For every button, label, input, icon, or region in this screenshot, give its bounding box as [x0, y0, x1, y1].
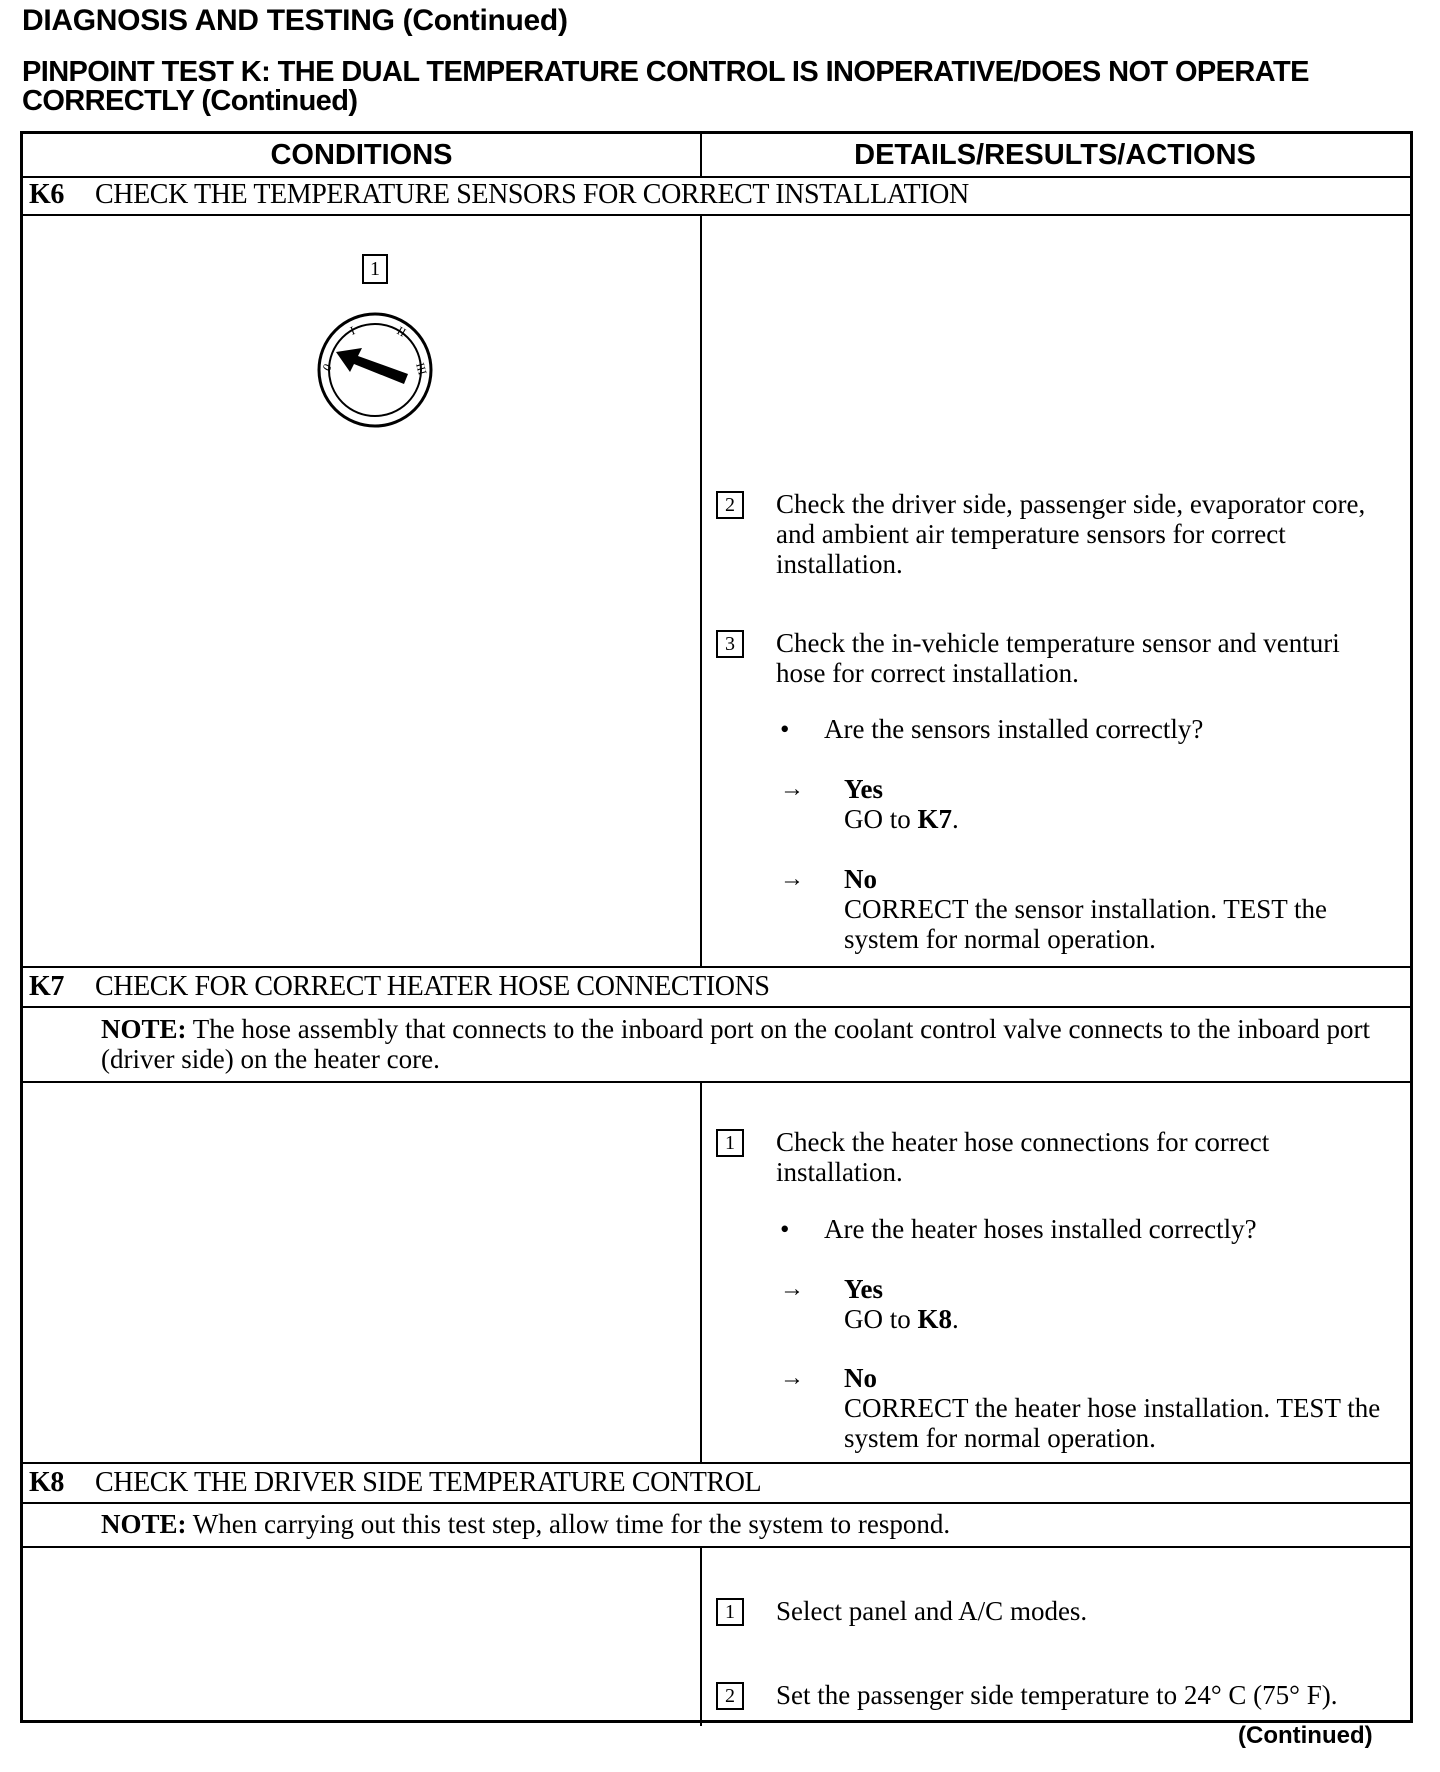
- k6-step-2: [716, 489, 1396, 579]
- step-k8-id: K8: [29, 1467, 64, 1498]
- column-divider: [700, 214, 702, 966]
- result-no-label: No: [844, 1363, 877, 1393]
- k6-result-no: [716, 864, 1396, 954]
- table-divider: [23, 1462, 1410, 1464]
- result-yes-prefix: GO to: [844, 1304, 911, 1334]
- k6-step-3-text: Check the in-vehicle temperature sensor and venturi hose for correct installation.: [776, 628, 1340, 688]
- dial-mark-1: I: [348, 323, 357, 338]
- dial-mark-0: 0: [319, 361, 335, 374]
- dial-mark-2: II: [394, 323, 409, 340]
- page-title: DIAGNOSIS AND TESTING (Continued): [22, 4, 568, 37]
- pinpoint-test-title-line2: CORRECTLY (Continued): [22, 85, 358, 117]
- arrow-right-icon: →: [780, 776, 804, 802]
- k8-step-1: [716, 1596, 1396, 1626]
- k8-step-1-text: Select panel and A/C modes.: [776, 1596, 1088, 1626]
- result-yes-target: K8: [917, 1304, 953, 1334]
- step-number-box: 1: [716, 1598, 744, 1626]
- k8-step-2-text: Set the passenger side temperature to 24° C (75° F).: [776, 1680, 1338, 1710]
- k7-step-1: [716, 1127, 1396, 1187]
- step-k8-header: [29, 1465, 761, 1501]
- step-k7-header: [29, 969, 770, 1005]
- k7-note: [101, 1014, 1391, 1074]
- bullet-icon: •: [780, 1214, 790, 1244]
- note-label: NOTE:: [101, 1014, 187, 1044]
- bullet-icon: •: [780, 714, 790, 744]
- step-k6-id: K6: [29, 179, 64, 210]
- k8-step-2: [716, 1680, 1396, 1710]
- k7-question: [716, 1214, 1396, 1244]
- k7-result-no: [716, 1363, 1396, 1453]
- table-divider: [23, 1546, 1410, 1548]
- pinpoint-test-title-line1: PINPOINT TEST K: THE DUAL TEMPERATURE CONTROL IS INOPERATIVE/DOES NOT OPERATE: [22, 56, 1309, 88]
- k6-question-text: Are the sensors installed correctly?: [824, 714, 1204, 744]
- step-number-box: 3: [716, 630, 744, 658]
- continued-footer: (Continued): [1238, 1722, 1373, 1749]
- k6-result-yes: [716, 774, 1396, 834]
- k8-note: [101, 1509, 1391, 1539]
- k7-note-text: The hose assembly that connects to the inboard port on the coolant control valve connects to the inboard port (driver side) on the heater core.: [101, 1014, 1370, 1074]
- k8-note-text: When carrying out this test step, allow time for the system to respond.: [192, 1509, 951, 1539]
- k7-step-1-text: Check the heater hose connections for correct installation.: [776, 1127, 1270, 1187]
- k6-step-2-text: Check the driver side, passenger side, evaporator core, and ambient air temperature sensors for correct installation.: [776, 489, 1366, 579]
- step-k7-title: CHECK FOR CORRECT HEATER HOSE CONNECTIONS: [95, 971, 770, 1002]
- result-no-label: No: [844, 864, 877, 894]
- result-no-text: CORRECT the sensor installation. TEST the system for normal operation.: [844, 894, 1327, 954]
- step-number-box: 2: [716, 1682, 744, 1710]
- table-divider: [23, 214, 1410, 216]
- column-divider: [700, 1081, 702, 1462]
- dial-pointer-arrow: [336, 348, 408, 384]
- figure-callout-1: 1: [362, 254, 388, 284]
- table-divider: [23, 966, 1410, 968]
- result-yes-label: Yes: [844, 1274, 883, 1304]
- k6-step-3: [716, 628, 1396, 688]
- k7-result-yes: [716, 1274, 1396, 1334]
- result-yes-suffix: .: [952, 804, 959, 834]
- column-header-conditions: CONDITIONS: [270, 139, 453, 171]
- step-k7-id: K7: [29, 971, 64, 1002]
- column-divider: [700, 134, 702, 176]
- k7-question-text: Are the heater hoses installed correctly?: [824, 1214, 1257, 1244]
- result-no-text: CORRECT the heater hose installation. TEST the system for normal operation.: [844, 1393, 1381, 1453]
- table-divider: [23, 1081, 1410, 1083]
- arrow-right-icon: →: [780, 1276, 804, 1302]
- table-divider: [23, 1502, 1410, 1504]
- dial-mark-3: III: [413, 361, 430, 377]
- step-k6-header: [29, 177, 969, 213]
- result-yes-target: K7: [917, 804, 953, 834]
- result-yes-label: Yes: [844, 774, 883, 804]
- step-k8-title: CHECK THE DRIVER SIDE TEMPERATURE CONTROL: [95, 1467, 762, 1498]
- table-divider: [23, 1006, 1410, 1008]
- pinpoint-test-table: [20, 131, 1413, 1723]
- k6-question: [716, 714, 1396, 744]
- dial-icon: [308, 290, 448, 440]
- arrow-right-icon: →: [780, 1365, 804, 1391]
- note-label: NOTE:: [101, 1509, 187, 1539]
- result-yes-prefix: GO to: [844, 804, 911, 834]
- result-yes-suffix: .: [952, 1304, 959, 1334]
- step-number-box: 2: [716, 491, 744, 519]
- column-header-details: DETAILS/RESULTS/ACTIONS: [854, 139, 1256, 171]
- temperature-dial-figure: [308, 254, 448, 434]
- column-divider: [700, 1546, 702, 1726]
- arrow-right-icon: →: [780, 866, 804, 892]
- pinpoint-test-title: [22, 58, 1422, 116]
- step-k6-title: CHECK THE TEMPERATURE SENSORS FOR CORRECT INSTALLATION: [95, 179, 969, 210]
- step-number-box: 1: [716, 1129, 744, 1157]
